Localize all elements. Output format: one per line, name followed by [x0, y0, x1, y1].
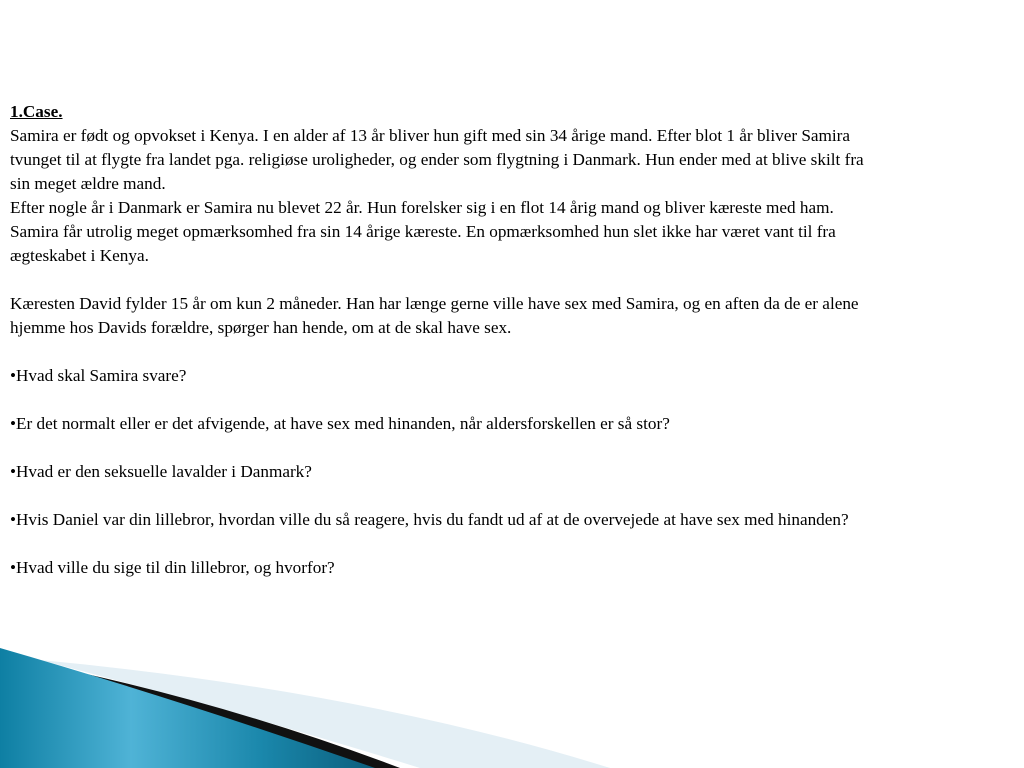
spacer — [10, 436, 1010, 460]
case-line: Samira er født og opvokset i Kenya. I en alder af 13 år bliver hun gift med sin 34 årige mand. Efter blot 1 år bliver Samira — [10, 126, 851, 145]
case-heading: 1.Case. — [10, 102, 63, 121]
spacer — [10, 268, 1010, 292]
case-line: Samira får utrolig meget opmærksomhed fra sin 14 årige kæreste. En opmærksomhed hun slet ikke har været vant til fra — [10, 222, 836, 241]
question-item: •Hvad skal Samira svare? — [10, 366, 187, 385]
case-text — [10, 100, 1010, 580]
question-item: •Hvad er den seksuelle lavalder i Danmark? — [10, 462, 312, 481]
spacer — [10, 388, 1010, 412]
spacer — [10, 532, 1010, 556]
case-line: Kæresten David fylder 15 år om kun 2 måneder. Han har længe gerne ville have sex med Samira, og en aften da de er alene — [10, 294, 859, 313]
case-line: Efter nogle år i Danmark er Samira nu blevet 22 år. Hun forelsker sig i en flot 14 årig mand og bliver kæreste med ham. — [10, 198, 834, 217]
case-line: ægteskabet i Kenya. — [10, 246, 149, 265]
question-item: •Hvad ville du sige til din lillebror, og hvorfor? — [10, 558, 335, 577]
case-line: tvunget til at flygte fra landet pga. religiøse uroligheder, og ender som flygtning i Danmark. Hun ender med at blive skilt fra — [10, 150, 864, 169]
question-item: •Hvis Daniel var din lillebror, hvordan ville du så reagere, hvis du fandt ud af at de overvejede at have sex med hinanden? — [10, 510, 849, 529]
spacer — [10, 484, 1010, 508]
question-item: •Er det normalt eller er det afvigende, at have sex med hinanden, når aldersforskellen er så stor? — [10, 414, 670, 433]
case-line: sin meget ældre mand. — [10, 174, 166, 193]
spacer — [10, 340, 1010, 364]
case-line: hjemme hos Davids forældre, spørger han hende, om at de skal have sex. — [10, 318, 512, 337]
